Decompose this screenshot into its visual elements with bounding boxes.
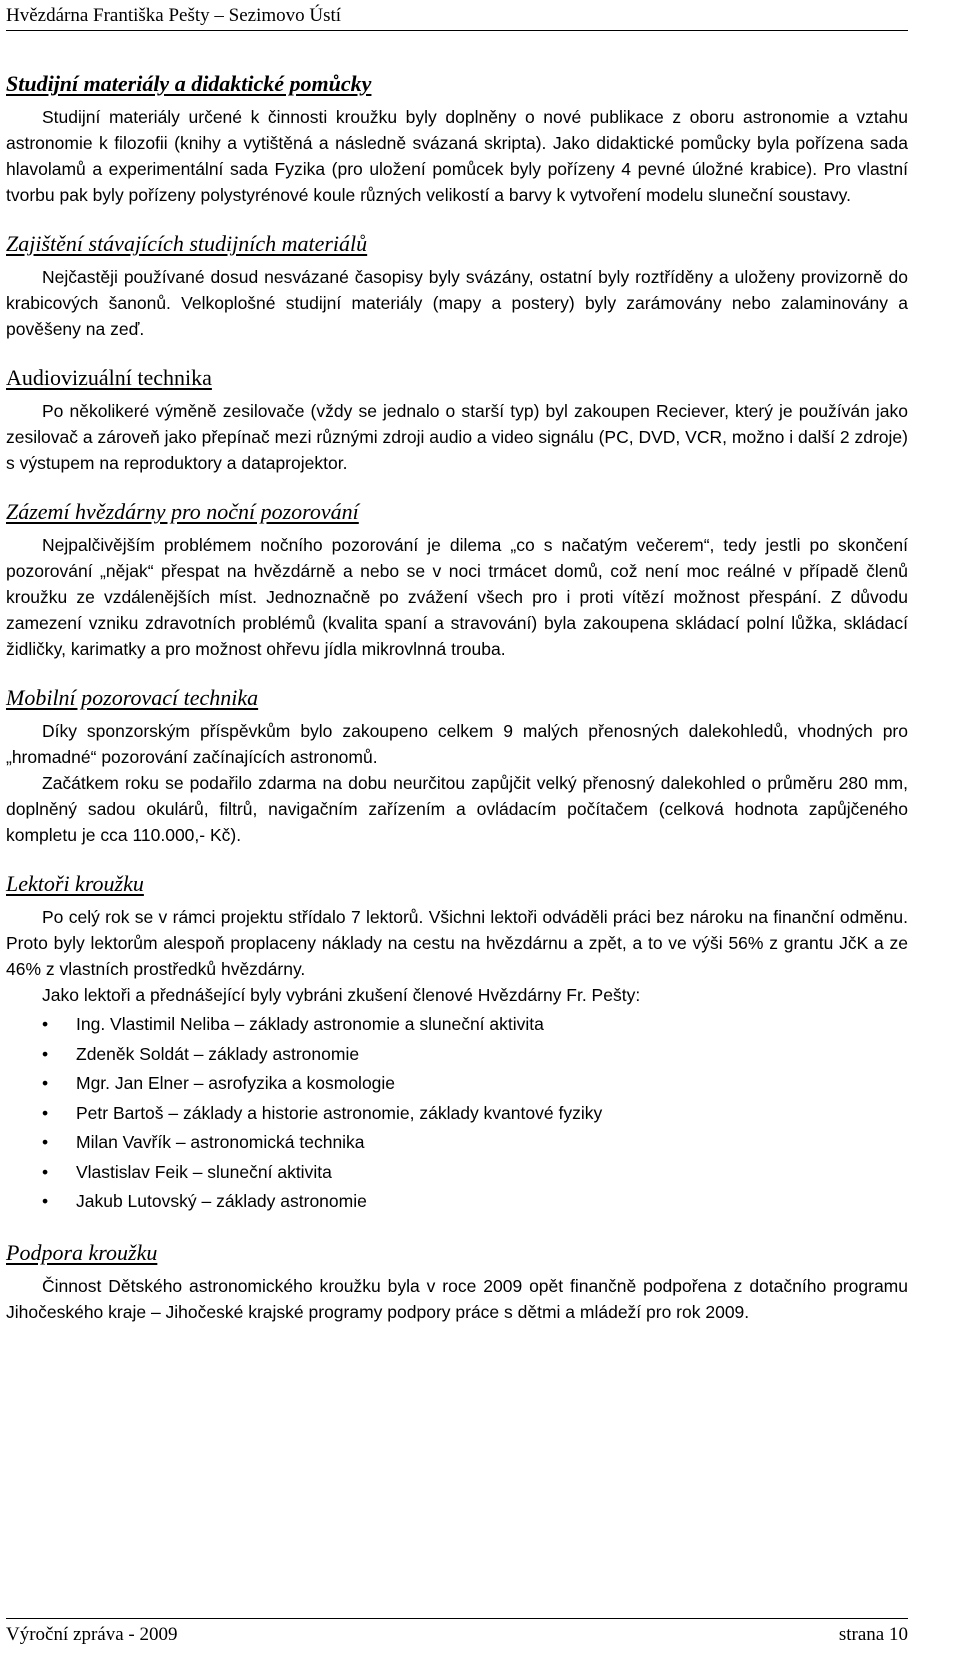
header-title: Hvězdárna Františka Pešty – Sezimovo Ústí <box>6 5 342 26</box>
section-heading: Zajištění stávajících studijních materiálů <box>6 231 368 256</box>
section-paragraph: Po několikeré výměně zesilovače (vždy se jednalo o starší typ) byl zakoupen Reciever, který je používán jako zesilovač a zároveň jako přepínač mezi různými zdroji audio a video signálu (PC, DVD, VCR, možno i další 2 zdroje) s výstupem na reproduktory a dataprojektor. <box>6 401 908 473</box>
list-item <box>6 1187 908 1217</box>
bullet-icon: • <box>42 1191 49 1211</box>
section-heading: Audiovizuální technika <box>6 365 212 390</box>
section-heading: Lektoři kroužku <box>6 871 144 896</box>
list-item-text: Petr Bartoš – základy a historie astronomie, základy kvantové fyziky <box>76 1102 603 1123</box>
page-header <box>6 4 908 31</box>
section-lecturers <box>6 870 908 1217</box>
bullet-icon: • <box>42 1132 49 1152</box>
list-item <box>6 1069 908 1099</box>
list-item-text: Ing. Vlastimil Neliba – základy astronomie a sluneční aktivita <box>76 1014 544 1034</box>
footer-report-title: Výroční zpráva - 2009 <box>6 1624 178 1645</box>
page-footer <box>6 1618 908 1647</box>
section-paragraph: Nejčastěji používané dosud nesvázané časopisy byly svázány, ostatní byly roztříděny a uloženy provizorně do krabicových šanonů. Velkoplošné studijní materiály (mapy a postery) byly zarámovány nebo zalaminovány a pověšeny na zeď. <box>6 267 908 339</box>
lecturer-list <box>6 1010 908 1217</box>
section-heading: Zázemí hvězdárny pro noční pozorování <box>6 499 359 524</box>
bullet-icon: • <box>42 1102 49 1123</box>
list-item <box>6 1128 908 1158</box>
list-item-text: Vlastislav Feik – sluneční aktivita <box>76 1161 332 1182</box>
section-paragraph: Začátkem roku se podařilo zdarma na dobu neurčitou zapůjčit velký přenosný dalekohled o průměru 280 mm, doplněný sadou okulárů, filtrů, navigačním zařízením a ovládacím počítačem (celková hodnota zapůjčeného kompletu je cca 110.000,- Kč). <box>6 773 908 845</box>
bullet-icon: • <box>42 1073 49 1093</box>
list-item-text: Zdeněk Soldát – základy astronomie <box>76 1043 360 1064</box>
section-support <box>6 1239 908 1325</box>
section-paragraph: Nejpalčivějším problémem nočního pozorování je dilema „co s načatým večerem“, tedy jestli po skončení pozorování „nějak“ přespat na hvězdárně a nebo se v noci trmácet domů, což není moc reálné v případě členů kroužku ze vzdálenějších míst. Jednoznačně po zvážení všech pro i proti vítězí možnost přespání. Z důvodu zamezení vzniku zdravotních problémů (kvalita spaní a stravování) byla zakoupena skládací polní lůžka, skládací židličky, karimatky a pro možnost ohřevu jídla mikrovlnná trouba. <box>6 535 908 659</box>
list-item <box>6 1158 908 1188</box>
section-mobile <box>6 684 908 848</box>
section-paragraph: Díky sponzorským příspěvkům bylo zakoupeno celkem 9 malých přenosných dalekohledů, vhodných pro „hromadné“ pozorování začínajících astronomů. <box>6 721 908 767</box>
section-materials <box>6 70 908 208</box>
section-paragraph: Studijní materiály určené k činnosti kroužku byly doplněny o nové publikace z oboru astronomie a vztahu astronomie k filozofii (knihy a vytištěná a následně svázaná skripta). Jako didaktické pomůcky byla pořízena sada hlavolamů a experimentální sada Fyzika (pro uložení pomůcek byly pořízeny 4 pevné úložné krabice). Pro vlastní tvorbu pak byly pořízeny polystyrénové koule různých velikostí a barvy k vytvoření modelu sluneční soustavy. <box>6 107 908 205</box>
section-background <box>6 498 908 662</box>
section-paragraph: Činnost Dětského astronomického kroužku byla v roce 2009 opět finančně podpořena z dotačního programu Jihočeského kraje – Jihočeské krajské programy podpory práce s dětmi a mládeží pro rok 2009. <box>6 1275 908 1322</box>
section-heading: Mobilní pozorovací technika <box>6 685 259 710</box>
bullet-icon: • <box>42 1043 49 1064</box>
list-item-text: Mgr. Jan Elner – asrofyzika a kosmologie <box>76 1073 396 1093</box>
list-item <box>6 1010 908 1040</box>
section-heading: Podpora kroužku <box>6 1239 158 1265</box>
section-paragraph: Po celý rok se v rámci projektu střídalo 7 lektorů. Všichni lektoři odváděli práci bez nároku na finanční odměnu. Proto byly lektorům alespoň proplaceny náklady na cestu na hvězdárnu a zpět, a to ve výši 56% z grantu JčK a ze 46% z vlastních prostředků hvězdárny. <box>6 907 908 979</box>
list-item <box>6 1099 908 1129</box>
bullet-icon: • <box>42 1161 49 1182</box>
section-securing <box>6 230 908 342</box>
list-item-text: Jakub Lutovský – základy astronomie <box>76 1191 367 1211</box>
section-av <box>6 364 908 476</box>
list-item <box>6 1040 908 1070</box>
list-item-text: Milan Vavřík – astronomická technika <box>76 1132 365 1152</box>
section-paragraph: Jako lektoři a přednášející byly vybráni zkušení členové Hvězdárny Fr. Pešty: <box>42 985 641 1005</box>
document-body <box>6 70 908 1347</box>
bullet-icon: • <box>42 1014 49 1034</box>
section-heading: Studijní materiály a didaktické pomůcky <box>6 71 372 96</box>
page-number: strana 10 <box>838 1624 908 1645</box>
